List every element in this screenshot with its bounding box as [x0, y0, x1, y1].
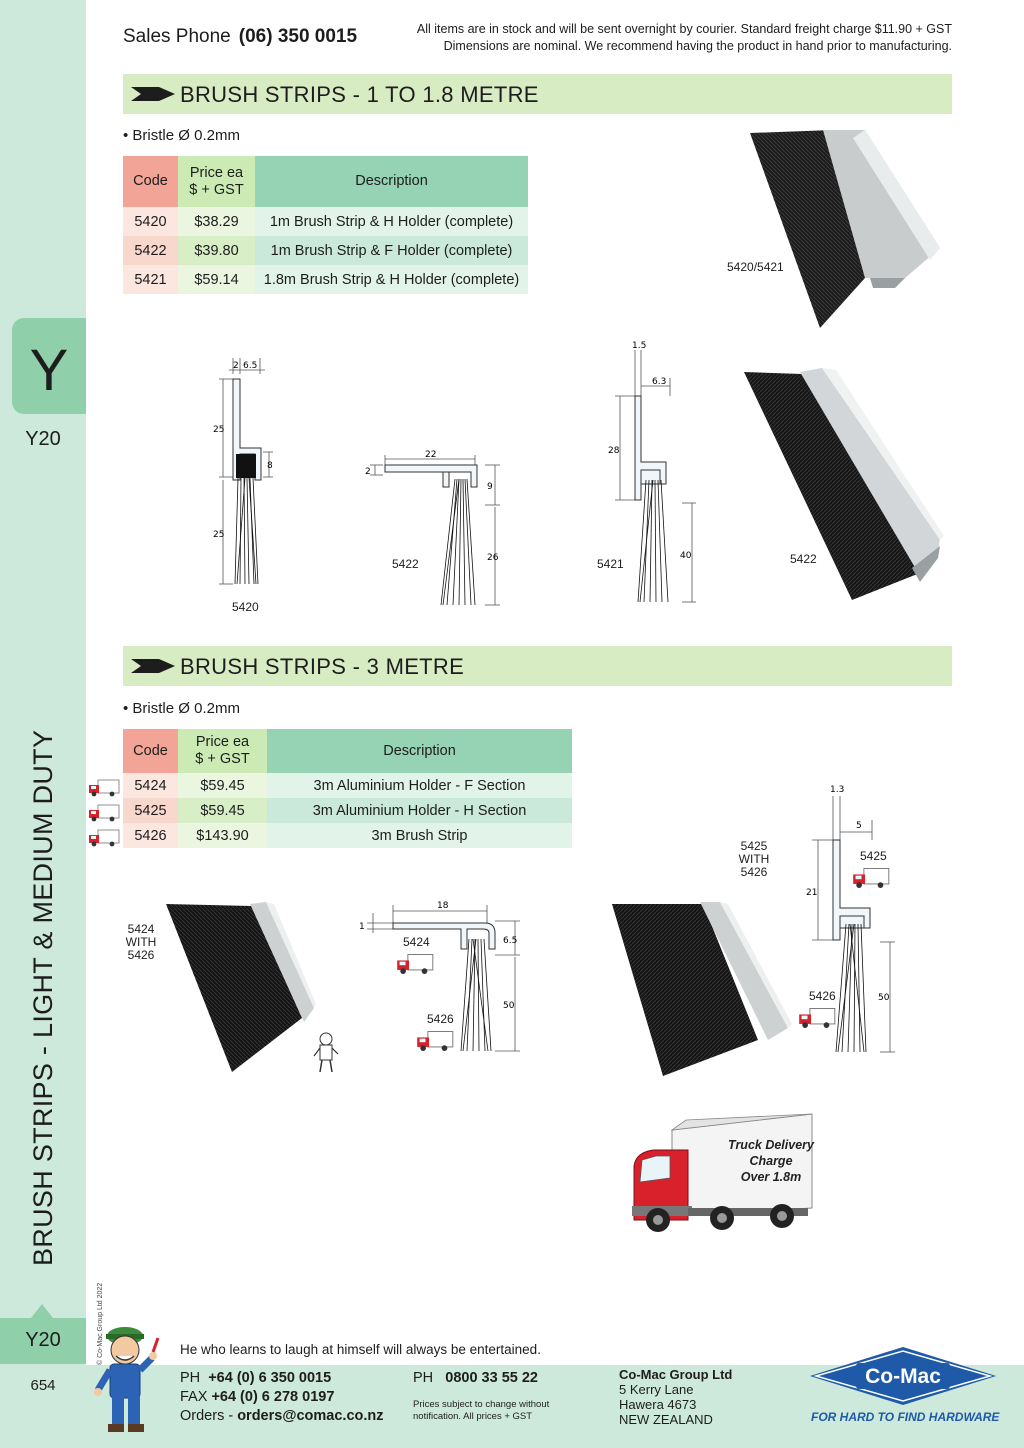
dim-label: 25 [213, 530, 225, 540]
cell-description: 3m Aluminium Holder - F Section [267, 773, 572, 798]
product-photo-5425-with-5426 [608, 900, 793, 1080]
dim-label: 5 [856, 821, 862, 831]
delivery-truck-icon [396, 952, 434, 976]
address-line: 5 Kerry Lane [619, 1382, 694, 1397]
tagline: FOR HARD TO FIND HARDWARE [811, 1410, 1000, 1424]
footer-small-print: Prices subject to change without notification. All prices + GST [413, 1399, 550, 1422]
footer-phone [180, 1368, 331, 1388]
diagram-label: 5420 [232, 600, 259, 614]
delivery-truck-icon [798, 1006, 836, 1030]
shipping-notice [417, 21, 952, 55]
tab-letter: Y [29, 338, 69, 403]
profile-diagram-5420 [205, 352, 280, 592]
delivery-truck-icon [88, 778, 120, 798]
cell-code: 5425 [123, 798, 178, 823]
col-code: Code [123, 156, 178, 207]
table-row[interactable] [123, 773, 572, 798]
table-row[interactable] [123, 823, 572, 848]
dim-label: 1 [359, 922, 365, 932]
photo-label: 5424 WITH 5426 [125, 922, 157, 962]
dim-label: 6.5 [503, 936, 518, 946]
table-row[interactable] [123, 265, 528, 294]
section-bar-1 [123, 74, 952, 114]
footer-fax [180, 1387, 334, 1407]
section-code: Y20 [25, 428, 61, 450]
col-code: Code [123, 729, 178, 773]
cell-code: 5421 [123, 265, 178, 294]
diagram-label: 5422 [392, 557, 419, 571]
product-photo-5420-5421 [745, 128, 945, 333]
profile-diagram-5422 [355, 445, 505, 610]
dim-label: 2 [365, 467, 371, 477]
dim-label: 21 [806, 888, 818, 898]
company-name: Co-Mac Group Ltd [619, 1367, 733, 1382]
bristle-note: • Bristle Ø 0.2mm [123, 700, 240, 717]
sales-phone-number[interactable]: (06) 350 0015 [238, 26, 358, 47]
tab-notch [31, 1304, 53, 1318]
table-row[interactable] [123, 798, 572, 823]
fax-label: FAX [180, 1389, 208, 1405]
photo-label: 5420/5421 [727, 260, 784, 274]
dim-label: 50 [878, 993, 890, 1003]
dim-label: 50 [503, 1001, 515, 1011]
diagram-label: 5421 [597, 557, 624, 571]
orders-email[interactable]: orders@comac.co.nz [237, 1408, 384, 1424]
freephone-label: PH [413, 1370, 434, 1386]
cell-price: $59.45 [178, 773, 267, 798]
delivery-truck-icon [88, 828, 120, 848]
dim-label: 18 [437, 901, 449, 911]
diagram-label: 5424 [403, 935, 430, 949]
dim-label: 40 [680, 551, 692, 561]
copyright: © Co-Mac Group Ltd 2022 [97, 1282, 104, 1365]
sales-phone [123, 26, 357, 48]
address-line: Hawera 4673 [619, 1397, 697, 1412]
cell-price: $143.90 [178, 823, 267, 848]
photo-label: 5422 [790, 552, 817, 566]
dim-label: 25 [213, 425, 225, 435]
company-address [619, 1367, 732, 1427]
sales-phone-label: Sales Phone [123, 26, 231, 47]
vertical-section-title: BRUSH STRIPS - LIGHT & MEDIUM DUTY [28, 729, 58, 1266]
col-price [178, 156, 255, 207]
comac-logo[interactable] [810, 1343, 996, 1409]
table-row[interactable] [123, 207, 528, 236]
bristle-note: • Bristle Ø 0.2mm [123, 127, 240, 144]
address-line: NEW ZEALAND [619, 1412, 713, 1427]
fax-number: +64 (0) 6 278 0197 [211, 1389, 335, 1405]
phone-label: PH [180, 1370, 201, 1386]
photo-label: 5425 WITH 5426 [738, 839, 770, 879]
footer-freephone [413, 1368, 538, 1388]
arrow-icon [131, 659, 175, 673]
delivery-truck-icon [88, 803, 120, 823]
delivery-truck-icon [852, 866, 890, 890]
cell-price: $59.14 [178, 265, 255, 294]
footer-orders [180, 1406, 384, 1426]
product-photo-5422 [740, 368, 945, 603]
section-title: BRUSH STRIPS - 3 METRE [180, 654, 465, 679]
bottom-section-tab [0, 1318, 86, 1364]
section-tab [12, 318, 86, 414]
cell-description: 1.8m Brush Strip & H Holder (complete) [255, 265, 528, 294]
dim-label: 26 [487, 553, 499, 563]
section-title: BRUSH STRIPS - 1 TO 1.8 METRE [180, 82, 539, 107]
cell-code: 5426 [123, 823, 178, 848]
bottom-section-code: Y20 [25, 1329, 61, 1351]
col-price-label: Price ea $ + GST [189, 164, 244, 198]
cell-description: 3m Brush Strip [267, 823, 572, 848]
col-description: Description [255, 156, 528, 207]
dim-label: 2 [233, 361, 239, 371]
phone-number[interactable]: +64 (0) 6 350 0015 [208, 1370, 332, 1386]
dim-label: 9 [487, 482, 493, 492]
col-price [178, 729, 267, 773]
cell-price: $59.45 [178, 798, 267, 823]
price-table-1 [123, 156, 528, 294]
mascot-icon [92, 1322, 160, 1434]
footer-quote: He who learns to laugh at himself will always be entertained. [180, 1342, 541, 1357]
dim-label: 22 [425, 450, 437, 460]
cell-price: $39.80 [178, 236, 255, 265]
section-bar-2 [123, 646, 952, 686]
cell-code: 5424 [123, 773, 178, 798]
notice-line-1: All items are in stock and will be sent overnight by courier. Standard freight charge $11.90 + GST [416, 22, 952, 36]
diagram-label: 5426 [809, 989, 836, 1003]
dim-label: 1.3 [830, 785, 845, 795]
diagram-label: 5425 [860, 849, 887, 863]
price-table-2 [123, 729, 572, 848]
truck-delivery-note: Truck Delivery Charge Over 1.8m [728, 1138, 814, 1184]
logo-text: Co-Mac [865, 1365, 941, 1388]
delivery-truck-icon [416, 1029, 454, 1053]
cell-description: 3m Aluminium Holder - H Section [267, 798, 572, 823]
dim-label: 1.5 [632, 341, 647, 351]
cell-description: 1m Brush Strip & F Holder (complete) [255, 236, 528, 265]
col-price-label: Price ea $ + GST [195, 734, 250, 767]
freephone-number[interactable]: 0800 33 55 22 [445, 1370, 538, 1386]
product-photo-5424-with-5426 [162, 900, 317, 1075]
page-number: 654 [30, 1377, 56, 1394]
cell-code: 5420 [123, 207, 178, 236]
mascot-icon [312, 1030, 340, 1074]
cell-description: 1m Brush Strip & H Holder (complete) [255, 207, 528, 236]
orders-label: Orders - [180, 1408, 234, 1424]
cell-code: 5422 [123, 236, 178, 265]
dim-label: 6.5 [243, 361, 258, 371]
arrow-icon [131, 87, 175, 101]
dim-label: 8 [267, 461, 273, 471]
dim-label: 28 [608, 446, 620, 456]
col-description: Description [267, 729, 572, 773]
cell-price: $38.29 [178, 207, 255, 236]
dim-label: 6.3 [652, 377, 667, 387]
diagram-label: 5426 [427, 1012, 454, 1026]
notice-line-2: Dimensions are nominal. We recommend having the product in hand prior to manufacturing. [443, 39, 952, 53]
table-row[interactable] [123, 236, 528, 265]
